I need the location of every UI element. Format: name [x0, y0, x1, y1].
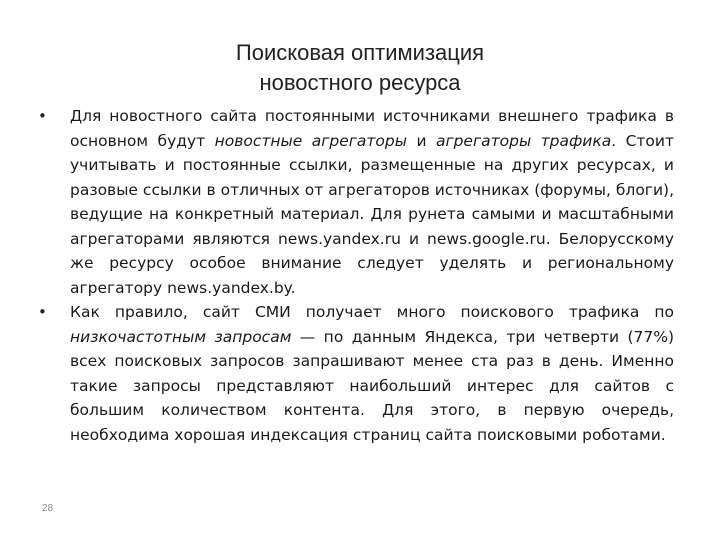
- slide-title-line-2: новостного ресурса: [259, 70, 461, 95]
- text-segment-italic: новостные агрегаторы: [214, 131, 407, 150]
- page-number: 28: [42, 503, 54, 514]
- text-segment: и: [407, 131, 436, 150]
- bullet-item: [38, 104, 674, 300]
- bullet-item: [38, 300, 674, 447]
- text-segment: — по данным Яндекса, три четверти (77%) всех поисковых запросов запрашивают менее ста раз в день. Именно такие запросы представляют наибольший интерес для сайтов с большим количеством контента. Для этого, в первую очередь, необходима хорошая индексация страниц сайта поисковыми роботами.: [70, 327, 674, 444]
- text-segment-italic: агрегаторы трафика: [435, 131, 612, 150]
- bullet-text: [70, 300, 674, 447]
- text-segment: Для новостного сайта постоянными источниками внешнего трафика в основном будут: [70, 107, 674, 150]
- bullet-text: [70, 104, 674, 300]
- slide-title: [110, 38, 610, 98]
- bullet-icon: •: [38, 303, 47, 321]
- text-segment: . Стоит учитывать и постоянные ссылки, размещенные на других ресурсах, и разовые ссылки в отличных от агрегаторов источниках (форумы, блоги), ведущие на конкретный материал. Для рунета самыми и масштабными агрегаторами являются news.yandex.ru и news.google.ru. Белорусскому же ресурсу особое внимание следует уделять и региональному агрегатору news.yandex.by.: [70, 131, 675, 297]
- bullet-icon: •: [38, 107, 47, 125]
- text-segment-italic: низкочастотным запросам: [70, 327, 292, 346]
- text-segment: Как правило, сайт СМИ получает много поискового трафика по: [70, 303, 674, 321]
- bullet-list: [38, 104, 674, 447]
- slide-title-line-1: Поисковая оптимизация: [235, 40, 485, 65]
